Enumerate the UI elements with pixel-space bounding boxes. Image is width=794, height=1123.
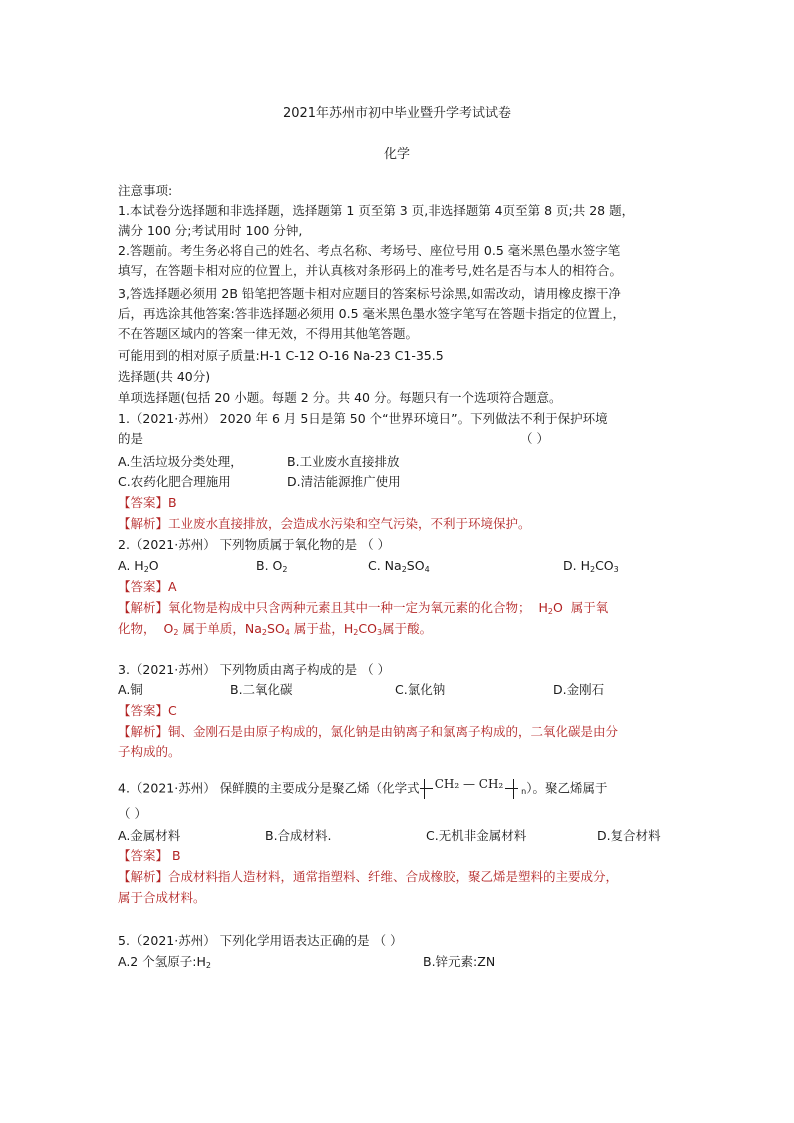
q2-explanation-label: 【解析】 bbox=[118, 600, 169, 615]
q1-stem-line-1: 1.（2021·苏州） 2020 年 6 月 5日是第 50 个“世界环境日”。下列做法不利于保护环境 bbox=[118, 411, 608, 426]
q1-stem-line-2: 的是 bbox=[118, 431, 144, 446]
q5-option-b: B.锌元素:ZN bbox=[423, 954, 496, 969]
q1-explanation-label: 【解析】 bbox=[118, 516, 169, 531]
q4-explanation-label: 【解析】 bbox=[118, 869, 169, 884]
q1-explanation-text: 工业废水直接排放，会造成水污染和空气污染，不利于环境保护。 bbox=[168, 516, 531, 531]
q3-answer-value: C bbox=[168, 703, 177, 718]
q3-option-b: B.二氧化碳 bbox=[230, 682, 293, 697]
q1-answer-label: 【答案】 bbox=[118, 495, 169, 510]
subject-title: 化学 bbox=[383, 147, 410, 162]
q2-exp2-acid: 属于酸。 bbox=[382, 621, 433, 636]
q2-option-a bbox=[118, 557, 159, 579]
q2-explanation-text: 氧化物是构成中只含两种元素且其中一种一定为氧元素的化合物； bbox=[168, 600, 531, 615]
q3-option-d: D.金刚石 bbox=[553, 682, 605, 697]
q3-answer-label: 【答案】 bbox=[118, 703, 169, 718]
q1-option-a: A.生活垃圾分类处理， bbox=[118, 454, 243, 469]
q2-option-c bbox=[368, 557, 430, 579]
q4-option-b: B.合成材料. bbox=[265, 828, 332, 843]
notes-heading: 注意事项: bbox=[118, 183, 173, 198]
q4-explanation-line-1 bbox=[118, 868, 618, 886]
q2-exp2-o-sub: 2 bbox=[173, 628, 179, 637]
q1-option-d: D.清洁能源推广使用 bbox=[287, 474, 401, 489]
q2-answer-label: 【答案】 bbox=[118, 579, 169, 594]
notes-line-6: 后，再选涂其他答案:答非选择题必须用 0.5 毫米黑色墨水签字笔写在答题卡指定的位置上， bbox=[118, 306, 626, 321]
q2-answer bbox=[118, 578, 177, 596]
q2-a-sub: 2 bbox=[143, 565, 149, 574]
q3-stem: 3.（2021·苏州） 下列物质由离子构成的是 （ ） bbox=[118, 662, 391, 677]
section-heading: 选择题(共 40分) bbox=[118, 369, 211, 384]
q1-option-b: B.工业废水直接排放 bbox=[287, 454, 400, 469]
q2-exp-h-sub: 2 bbox=[547, 607, 553, 616]
q3-answer bbox=[118, 702, 177, 720]
q5-a-text: A.2 个氢原子:H bbox=[118, 954, 206, 969]
q2-exp-tail: 属于氧 bbox=[570, 600, 609, 615]
q4-explanation-line-2: 属于合成材料。 bbox=[118, 890, 206, 905]
q4-option-d: D.复合材料 bbox=[597, 828, 661, 843]
q2-exp2-h: H bbox=[343, 621, 354, 636]
q2-a-tail: O bbox=[148, 558, 159, 573]
q2-exp2-a: 化物， bbox=[118, 621, 156, 636]
notes-line-4: 填写，在答题卡相对应的位置上，并认真核对条形码上的准考号,姓名是否与本人的相符合。 bbox=[118, 263, 622, 278]
q2-d-text: D. H bbox=[563, 558, 590, 573]
exam-title: 2021年苏州市初中毕业暨升学考试试卷 bbox=[282, 106, 512, 121]
polyethylene-formula bbox=[424, 777, 527, 799]
q2-exp-o: O bbox=[552, 600, 563, 615]
q2-exp2-h-sub: 2 bbox=[353, 628, 359, 637]
notes-line-3: 2.答题前。考生务必将自己的姓名、考点名称、考场号、座位号用 0.5 毫米黑色墨水签字笔 bbox=[118, 243, 621, 258]
q1-answer-paren: （ ） bbox=[520, 431, 549, 446]
atomic-masses: 可能用到的相对原子质量:H-1 C-12 O-16 Na-23 C1-35.5 bbox=[118, 348, 444, 363]
q5-stem: 5.（2021·苏州） 下列化学用语表达正确的是 （ ） bbox=[118, 933, 403, 948]
q4-stem-text: 4.（2021·苏州） 保鲜膜的主要成分是聚乙烯（化学式 bbox=[118, 780, 420, 796]
q4-answer-label: 【答案】 bbox=[118, 848, 169, 863]
q1-answer bbox=[118, 494, 177, 512]
q2-c-sub2: 4 bbox=[424, 565, 430, 574]
q2-a-text: A. H bbox=[118, 558, 144, 573]
q2-option-b bbox=[256, 557, 287, 579]
notes-line-7: 不在答题区域内的答案一律无效，不得用其他笔答题。 bbox=[118, 326, 419, 341]
q4-stem-tail: ）。聚乙烯属于 bbox=[526, 780, 608, 796]
q4-explanation-text: 合成材料指人造材料，通常指塑料、纤维、合成橡胶，聚乙烯是塑料的主要成分， bbox=[168, 869, 619, 884]
q2-exp2-na-sub: 2 bbox=[261, 628, 268, 637]
notes-line-5: 3,答选择题必须用 2B 铅笔把答题卡相对应题目的答案标号涂黑,如需改动，请用橡皮擦干净 bbox=[118, 286, 621, 301]
q2-exp2-single: 属于单质， bbox=[182, 621, 245, 636]
q5-option-a bbox=[118, 953, 211, 975]
q2-c-text: C. Na bbox=[368, 558, 402, 573]
q1-option-c: C.农药化肥合理施用 bbox=[118, 474, 231, 489]
section-description: 单项选择题(包括 20 小题。每题 2 分。共 40 分。每题只有一个选项符合题意。 bbox=[118, 390, 562, 405]
q3-explanation-line-2: 子构成的。 bbox=[118, 744, 181, 759]
q4-stem bbox=[118, 779, 607, 799]
q4-option-c: C.无机非金属材料 bbox=[426, 828, 527, 843]
q2-explanation-line-1 bbox=[118, 599, 608, 621]
q3-option-a: A.铜 bbox=[118, 682, 143, 697]
q4-answer-value: B bbox=[168, 848, 181, 863]
q2-d-sub2: 3 bbox=[613, 565, 619, 574]
q2-c-mid: SO bbox=[406, 558, 425, 573]
q3-option-c: C.氯化钠 bbox=[395, 682, 446, 697]
q3-explanation-text: 铜、金刚石是由原子构成的，氯化钠是由钠离子和氯离子构成的，二氧化碳是由分 bbox=[168, 724, 619, 739]
q2-stem: 2.（2021·苏州） 下列物质属于氧化物的是 （ ） bbox=[118, 537, 391, 552]
q2-explanation-line-2 bbox=[118, 620, 432, 642]
formula-repeat-unit: CH₂ — CH₂ bbox=[434, 777, 504, 791]
q2-b-sub: 2 bbox=[282, 565, 288, 574]
formula-n: n bbox=[521, 787, 527, 796]
q2-d-sub1: 2 bbox=[589, 565, 596, 574]
q3-explanation-line-1 bbox=[118, 723, 618, 741]
q2-exp2-co: CO bbox=[358, 621, 377, 636]
q2-b-text: B. O bbox=[256, 558, 283, 573]
q4-answer bbox=[118, 847, 181, 865]
q2-exp2-so: SO bbox=[267, 621, 285, 636]
q2-exp2-na: Na bbox=[244, 621, 262, 636]
q3-explanation-label: 【解析】 bbox=[118, 724, 169, 739]
q5-a-sub: 2 bbox=[205, 961, 211, 970]
q2-d-mid: CO bbox=[595, 558, 614, 573]
q2-exp2-co-sub: 3 bbox=[376, 628, 383, 637]
q4-answer-paren: （ ） bbox=[118, 806, 147, 821]
q2-answer-value: A bbox=[168, 579, 177, 594]
q2-exp2-salt: 属于盐， bbox=[293, 621, 344, 636]
q2-exp2-o: O bbox=[163, 621, 174, 636]
q1-answer-value: B bbox=[168, 495, 177, 510]
notes-line-1: 1.本试卷分选择题和非选择题，选择题第 1 页至第 3 页,非选择题第 4页至第 8 页;共 28 题， bbox=[118, 203, 635, 218]
q4-option-a: A.金属材料 bbox=[118, 828, 181, 843]
q2-exp-h: H bbox=[538, 600, 548, 615]
notes-line-2: 满分 100 分;考试用时 100 分钟, bbox=[118, 223, 303, 238]
q2-option-d bbox=[563, 557, 619, 579]
q2-exp2-so-sub: 4 bbox=[284, 628, 290, 637]
q1-explanation bbox=[118, 515, 531, 533]
q2-c-sub1: 2 bbox=[401, 565, 407, 574]
